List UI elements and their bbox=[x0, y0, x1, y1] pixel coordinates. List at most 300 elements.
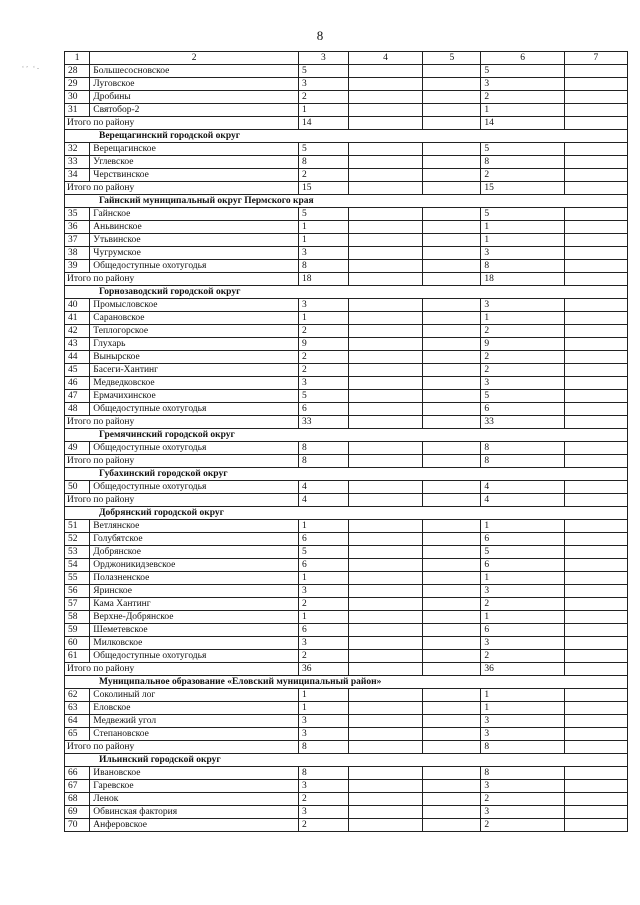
empty-col5 bbox=[423, 325, 481, 338]
value-col6: 2 bbox=[481, 650, 564, 663]
value-col6: 3 bbox=[481, 780, 564, 793]
empty-col7 bbox=[564, 221, 627, 234]
empty-col7 bbox=[564, 598, 627, 611]
row-number: 33 bbox=[65, 156, 90, 169]
empty-col7 bbox=[564, 403, 627, 416]
row-number: 37 bbox=[65, 234, 90, 247]
value-col6: 6 bbox=[481, 559, 564, 572]
value-col3: 3 bbox=[299, 585, 349, 598]
empty-col4 bbox=[348, 91, 423, 104]
total-col6: 36 bbox=[481, 663, 564, 676]
value-col3: 9 bbox=[299, 338, 349, 351]
empty-col4 bbox=[348, 741, 423, 754]
value-col3: 6 bbox=[299, 624, 349, 637]
empty-col7 bbox=[564, 247, 627, 260]
value-col3: 3 bbox=[299, 637, 349, 650]
row-number: 67 bbox=[65, 780, 90, 793]
value-col3: 1 bbox=[299, 520, 349, 533]
table-row bbox=[65, 520, 628, 533]
hunting-ground-name: Степановское bbox=[90, 728, 299, 741]
row-number: 56 bbox=[65, 585, 90, 598]
table-row bbox=[65, 403, 628, 416]
row-number: 66 bbox=[65, 767, 90, 780]
empty-col5 bbox=[423, 611, 481, 624]
empty-col7 bbox=[564, 650, 627, 663]
hunting-ground-name: Добрянское bbox=[90, 546, 299, 559]
section-title: Добрянский городской округ bbox=[65, 507, 628, 520]
empty-col7 bbox=[564, 806, 627, 819]
value-col3: 1 bbox=[299, 611, 349, 624]
row-number: 59 bbox=[65, 624, 90, 637]
hunting-ground-name: Гаревское bbox=[90, 780, 299, 793]
value-col6: 3 bbox=[481, 78, 564, 91]
table-row bbox=[65, 559, 628, 572]
value-col6: 3 bbox=[481, 806, 564, 819]
total-label: Итого по району bbox=[65, 273, 299, 286]
table-row bbox=[65, 143, 628, 156]
empty-col7 bbox=[564, 663, 627, 676]
empty-col7 bbox=[564, 637, 627, 650]
table-row bbox=[65, 598, 628, 611]
empty-col5 bbox=[423, 559, 481, 572]
row-number: 52 bbox=[65, 533, 90, 546]
table-row bbox=[65, 715, 628, 728]
value-col6: 9 bbox=[481, 338, 564, 351]
value-col6: 3 bbox=[481, 299, 564, 312]
value-col3: 3 bbox=[299, 806, 349, 819]
row-number: 28 bbox=[65, 65, 90, 78]
value-col3: 1 bbox=[299, 234, 349, 247]
row-number: 58 bbox=[65, 611, 90, 624]
value-col3: 1 bbox=[299, 689, 349, 702]
hunting-ground-name: Утьвинское bbox=[90, 234, 299, 247]
hunting-ground-name: Вынырское bbox=[90, 351, 299, 364]
empty-col7 bbox=[564, 377, 627, 390]
table-row bbox=[65, 325, 628, 338]
table-row bbox=[65, 156, 628, 169]
row-number: 35 bbox=[65, 208, 90, 221]
value-col6: 5 bbox=[481, 390, 564, 403]
table-row bbox=[65, 481, 628, 494]
section-title: Губахинский городской округ bbox=[65, 468, 628, 481]
hunting-ground-name: Ивановское bbox=[90, 767, 299, 780]
value-col3: 8 bbox=[299, 156, 349, 169]
value-col3: 1 bbox=[299, 702, 349, 715]
empty-col4 bbox=[348, 104, 423, 117]
value-col3: 2 bbox=[299, 325, 349, 338]
value-col6: 1 bbox=[481, 689, 564, 702]
value-col3: 1 bbox=[299, 572, 349, 585]
empty-col4 bbox=[348, 455, 423, 468]
row-number: 49 bbox=[65, 442, 90, 455]
hunting-ground-name: Теплогорское bbox=[90, 325, 299, 338]
value-col3: 1 bbox=[299, 104, 349, 117]
empty-col7 bbox=[564, 728, 627, 741]
row-number: 57 bbox=[65, 598, 90, 611]
value-col3: 1 bbox=[299, 221, 349, 234]
table-row bbox=[65, 572, 628, 585]
row-number: 55 bbox=[65, 572, 90, 585]
district-total-row bbox=[65, 494, 628, 507]
empty-col4 bbox=[348, 637, 423, 650]
empty-col4 bbox=[348, 559, 423, 572]
empty-col4 bbox=[348, 403, 423, 416]
value-col3: 5 bbox=[299, 65, 349, 78]
empty-col4 bbox=[348, 208, 423, 221]
empty-col7 bbox=[564, 273, 627, 286]
hunting-ground-name: Ермачихинское bbox=[90, 390, 299, 403]
empty-col4 bbox=[348, 390, 423, 403]
hunting-ground-name: Святобор-2 bbox=[90, 104, 299, 117]
hunting-ground-name: Шеметевское bbox=[90, 624, 299, 637]
value-col3: 2 bbox=[299, 793, 349, 806]
table-row bbox=[65, 299, 628, 312]
district-total-row bbox=[65, 117, 628, 130]
empty-col7 bbox=[564, 117, 627, 130]
value-col3: 6 bbox=[299, 559, 349, 572]
empty-col5 bbox=[423, 221, 481, 234]
page-number: 8 bbox=[316, 28, 324, 43]
table-row bbox=[65, 689, 628, 702]
empty-col4 bbox=[348, 624, 423, 637]
empty-col7 bbox=[564, 182, 627, 195]
hunting-ground-name: Кама Хантинг bbox=[90, 598, 299, 611]
value-col6: 3 bbox=[481, 585, 564, 598]
empty-col4 bbox=[348, 234, 423, 247]
value-col6: 8 bbox=[481, 156, 564, 169]
empty-col4 bbox=[348, 702, 423, 715]
value-col6: 1 bbox=[481, 312, 564, 325]
empty-col4 bbox=[348, 780, 423, 793]
empty-col4 bbox=[348, 364, 423, 377]
section-header-row bbox=[65, 286, 628, 299]
header-cell-2: 2 bbox=[90, 52, 299, 65]
table-row bbox=[65, 637, 628, 650]
empty-col4 bbox=[348, 572, 423, 585]
table-row bbox=[65, 546, 628, 559]
table-row bbox=[65, 208, 628, 221]
total-col6: 15 bbox=[481, 182, 564, 195]
value-col6: 8 bbox=[481, 442, 564, 455]
district-total-row bbox=[65, 741, 628, 754]
empty-col5 bbox=[423, 104, 481, 117]
table-row bbox=[65, 104, 628, 117]
table-row bbox=[65, 338, 628, 351]
section-header-row bbox=[65, 429, 628, 442]
empty-col5 bbox=[423, 78, 481, 91]
empty-col4 bbox=[348, 689, 423, 702]
table-row bbox=[65, 377, 628, 390]
empty-col5 bbox=[423, 455, 481, 468]
table-row bbox=[65, 351, 628, 364]
value-col6: 1 bbox=[481, 104, 564, 117]
value-col6: 1 bbox=[481, 234, 564, 247]
value-col3: 2 bbox=[299, 364, 349, 377]
value-col6: 2 bbox=[481, 169, 564, 182]
value-col3: 6 bbox=[299, 533, 349, 546]
value-col6: 3 bbox=[481, 637, 564, 650]
value-col3: 3 bbox=[299, 377, 349, 390]
empty-col5 bbox=[423, 143, 481, 156]
empty-col5 bbox=[423, 156, 481, 169]
empty-col4 bbox=[348, 221, 423, 234]
empty-col7 bbox=[564, 299, 627, 312]
table-row bbox=[65, 702, 628, 715]
empty-col7 bbox=[564, 624, 627, 637]
margin-mark: ‘’ ‘- bbox=[22, 66, 42, 72]
row-number: 29 bbox=[65, 78, 90, 91]
table-row bbox=[65, 767, 628, 780]
table-row bbox=[65, 234, 628, 247]
total-label: Итого по району bbox=[65, 416, 299, 429]
row-number: 43 bbox=[65, 338, 90, 351]
hunting-ground-name: Глухарь bbox=[90, 338, 299, 351]
empty-col7 bbox=[564, 234, 627, 247]
hunting-ground-name: Басеги-Хантинг bbox=[90, 364, 299, 377]
value-col3: 5 bbox=[299, 143, 349, 156]
empty-col5 bbox=[423, 520, 481, 533]
row-number: 45 bbox=[65, 364, 90, 377]
empty-col5 bbox=[423, 247, 481, 260]
value-col6: 6 bbox=[481, 403, 564, 416]
empty-col4 bbox=[348, 481, 423, 494]
hunting-ground-name: Орджоникидзевское bbox=[90, 559, 299, 572]
empty-col4 bbox=[348, 312, 423, 325]
row-number: 68 bbox=[65, 793, 90, 806]
table-row bbox=[65, 260, 628, 273]
empty-col5 bbox=[423, 390, 481, 403]
value-col6: 6 bbox=[481, 533, 564, 546]
hunting-ground-name: Чугрумское bbox=[90, 247, 299, 260]
empty-col5 bbox=[423, 494, 481, 507]
total-col3: 8 bbox=[299, 455, 349, 468]
empty-col5 bbox=[423, 182, 481, 195]
empty-col4 bbox=[348, 793, 423, 806]
empty-col4 bbox=[348, 520, 423, 533]
value-col3: 2 bbox=[299, 169, 349, 182]
empty-col4 bbox=[348, 494, 423, 507]
empty-col5 bbox=[423, 637, 481, 650]
table-row bbox=[65, 78, 628, 91]
empty-col7 bbox=[564, 156, 627, 169]
empty-col5 bbox=[423, 533, 481, 546]
section-title: Гайнский муниципальный округ Пермского края bbox=[65, 195, 628, 208]
row-number: 65 bbox=[65, 728, 90, 741]
empty-col4 bbox=[348, 585, 423, 598]
empty-col7 bbox=[564, 559, 627, 572]
value-col3: 4 bbox=[299, 481, 349, 494]
value-col3: 5 bbox=[299, 546, 349, 559]
total-col6: 8 bbox=[481, 741, 564, 754]
hunting-ground-name: Верещагинское bbox=[90, 143, 299, 156]
hunting-ground-name: Ветлянское bbox=[90, 520, 299, 533]
section-header-row bbox=[65, 507, 628, 520]
empty-col5 bbox=[423, 377, 481, 390]
section-header-row bbox=[65, 195, 628, 208]
empty-col4 bbox=[348, 143, 423, 156]
section-title: Муниципальное образование «Еловский муниципальный район» bbox=[65, 676, 628, 689]
total-label: Итого по району bbox=[65, 182, 299, 195]
hunting-ground-name: Обвинская фактория bbox=[90, 806, 299, 819]
empty-col7 bbox=[564, 104, 627, 117]
empty-col4 bbox=[348, 338, 423, 351]
empty-col7 bbox=[564, 494, 627, 507]
value-col3: 3 bbox=[299, 780, 349, 793]
value-col3: 3 bbox=[299, 247, 349, 260]
row-number: 70 bbox=[65, 819, 90, 832]
district-total-row bbox=[65, 455, 628, 468]
empty-col5 bbox=[423, 273, 481, 286]
table-row bbox=[65, 806, 628, 819]
table-row bbox=[65, 390, 628, 403]
empty-col5 bbox=[423, 117, 481, 130]
empty-col5 bbox=[423, 299, 481, 312]
empty-col7 bbox=[564, 572, 627, 585]
header-cell-4: 4 bbox=[348, 52, 423, 65]
empty-col5 bbox=[423, 702, 481, 715]
value-col3: 2 bbox=[299, 819, 349, 832]
value-col6: 1 bbox=[481, 520, 564, 533]
empty-col7 bbox=[564, 208, 627, 221]
total-col3: 33 bbox=[299, 416, 349, 429]
value-col6: 3 bbox=[481, 377, 564, 390]
hunting-ground-name: Сарановское bbox=[90, 312, 299, 325]
row-number: 30 bbox=[65, 91, 90, 104]
empty-col5 bbox=[423, 364, 481, 377]
value-col6: 1 bbox=[481, 611, 564, 624]
value-col6: 4 bbox=[481, 481, 564, 494]
value-col3: 2 bbox=[299, 91, 349, 104]
empty-col7 bbox=[564, 312, 627, 325]
empty-col7 bbox=[564, 689, 627, 702]
empty-col7 bbox=[564, 767, 627, 780]
row-number: 48 bbox=[65, 403, 90, 416]
empty-col5 bbox=[423, 312, 481, 325]
empty-col7 bbox=[564, 546, 627, 559]
hunting-ground-name: Общедоступные охотугодья bbox=[90, 403, 299, 416]
empty-col4 bbox=[348, 169, 423, 182]
empty-col7 bbox=[564, 702, 627, 715]
empty-col7 bbox=[564, 715, 627, 728]
total-label: Итого по району bbox=[65, 741, 299, 754]
row-number: 47 bbox=[65, 390, 90, 403]
empty-col5 bbox=[423, 819, 481, 832]
total-col6: 4 bbox=[481, 494, 564, 507]
empty-col4 bbox=[348, 715, 423, 728]
column-number-header-row bbox=[65, 52, 628, 65]
empty-col7 bbox=[564, 169, 627, 182]
hunting-ground-name: Общедоступные охотугодья bbox=[90, 442, 299, 455]
value-col3: 2 bbox=[299, 650, 349, 663]
table-row bbox=[65, 533, 628, 546]
table-row bbox=[65, 312, 628, 325]
total-col6: 18 bbox=[481, 273, 564, 286]
empty-col4 bbox=[348, 728, 423, 741]
value-col6: 5 bbox=[481, 143, 564, 156]
empty-col4 bbox=[348, 819, 423, 832]
empty-col4 bbox=[348, 156, 423, 169]
empty-col7 bbox=[564, 364, 627, 377]
section-header-row bbox=[65, 130, 628, 143]
row-number: 38 bbox=[65, 247, 90, 260]
empty-col4 bbox=[348, 767, 423, 780]
value-col6: 1 bbox=[481, 221, 564, 234]
value-col3: 8 bbox=[299, 442, 349, 455]
header-cell-5: 5 bbox=[423, 52, 481, 65]
empty-col5 bbox=[423, 416, 481, 429]
empty-col4 bbox=[348, 546, 423, 559]
value-col3: 1 bbox=[299, 312, 349, 325]
value-col3: 8 bbox=[299, 767, 349, 780]
section-title: Горнозаводский городской округ bbox=[65, 286, 628, 299]
header-cell-6: 6 bbox=[481, 52, 564, 65]
empty-col4 bbox=[348, 611, 423, 624]
table-row bbox=[65, 611, 628, 624]
row-number: 54 bbox=[65, 559, 90, 572]
total-label: Итого по району bbox=[65, 117, 299, 130]
table-row bbox=[65, 780, 628, 793]
table-row bbox=[65, 65, 628, 78]
table-row bbox=[65, 585, 628, 598]
empty-col7 bbox=[564, 325, 627, 338]
hunting-ground-name: Дробины bbox=[90, 91, 299, 104]
row-number: 50 bbox=[65, 481, 90, 494]
empty-col7 bbox=[564, 338, 627, 351]
empty-col5 bbox=[423, 572, 481, 585]
empty-col5 bbox=[423, 481, 481, 494]
empty-col5 bbox=[423, 234, 481, 247]
hunting-grounds-table bbox=[64, 51, 628, 832]
empty-col4 bbox=[348, 260, 423, 273]
section-header-row bbox=[65, 468, 628, 481]
hunting-ground-name: Еловское bbox=[90, 702, 299, 715]
row-number: 60 bbox=[65, 637, 90, 650]
total-col3: 36 bbox=[299, 663, 349, 676]
empty-col4 bbox=[348, 273, 423, 286]
hunting-ground-name: Луговское bbox=[90, 78, 299, 91]
hunting-ground-name: Углевское bbox=[90, 156, 299, 169]
value-col3: 2 bbox=[299, 598, 349, 611]
hunting-ground-name: Голубятское bbox=[90, 533, 299, 546]
table-row bbox=[65, 793, 628, 806]
value-col6: 2 bbox=[481, 793, 564, 806]
hunting-ground-name: Милковское bbox=[90, 637, 299, 650]
district-total-row bbox=[65, 273, 628, 286]
hunting-ground-name: Аньвинское bbox=[90, 221, 299, 234]
value-col6: 2 bbox=[481, 598, 564, 611]
hunting-ground-name: Верхне-Добрянское bbox=[90, 611, 299, 624]
row-number: 36 bbox=[65, 221, 90, 234]
total-col6: 14 bbox=[481, 117, 564, 130]
table-row bbox=[65, 650, 628, 663]
empty-col5 bbox=[423, 260, 481, 273]
hunting-ground-name: Промысловское bbox=[90, 299, 299, 312]
value-col6: 5 bbox=[481, 208, 564, 221]
empty-col7 bbox=[564, 455, 627, 468]
row-number: 42 bbox=[65, 325, 90, 338]
empty-col7 bbox=[564, 819, 627, 832]
empty-col7 bbox=[564, 65, 627, 78]
total-label: Итого по району bbox=[65, 494, 299, 507]
table-row bbox=[65, 728, 628, 741]
table-row bbox=[65, 364, 628, 377]
row-number: 34 bbox=[65, 169, 90, 182]
total-label: Итого по району bbox=[65, 455, 299, 468]
value-col3: 2 bbox=[299, 351, 349, 364]
value-col6: 1 bbox=[481, 572, 564, 585]
row-number: 40 bbox=[65, 299, 90, 312]
value-col3: 3 bbox=[299, 78, 349, 91]
